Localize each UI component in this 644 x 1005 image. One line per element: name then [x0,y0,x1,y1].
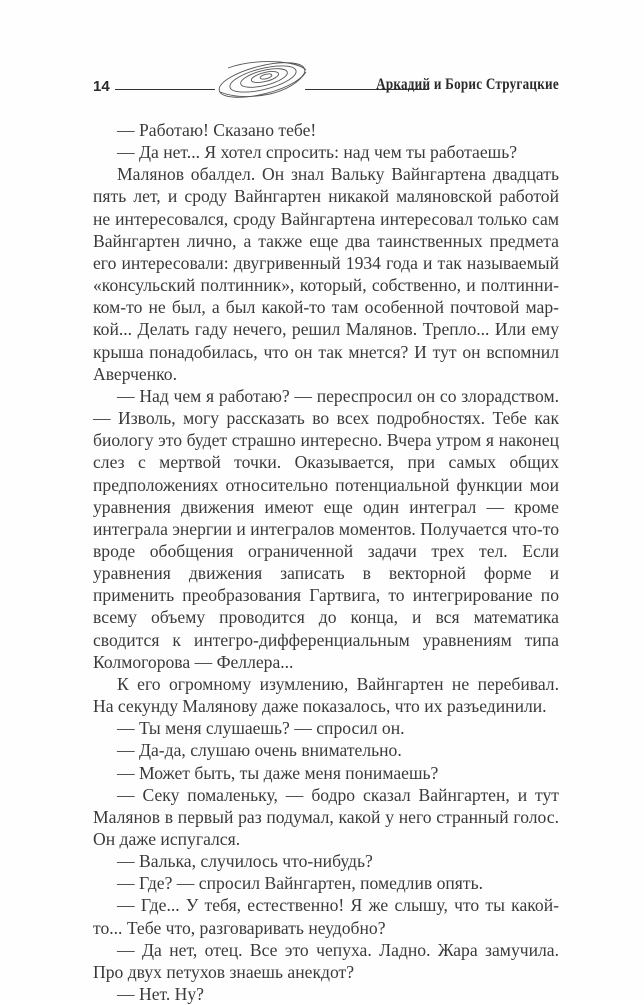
running-header [93,72,559,102]
author-name: Аркадий и Борис Стругацкие [376,76,559,93]
paragraph: К его огромному изумлению, Вайнгартен не перебивал. На секунду Малянову даже показалось, что их разъединили. [93,673,559,717]
header-rule-left [115,89,215,90]
body-text [93,119,559,1005]
paragraph: Малянов обалдел. Он знал Вальку Вайнгартена двадцать пять лет, и сроду Вайнгартен никакой маляновской работой не интересовался, сроду Вайнгартена интересовал только сам Вайнгартен лично, а также еще два таинственных предмета его интересовали: двугривенный 1934 года и так называемый «консульский полтинник», который, собственно, и полтинником-то не был, а был какой-то там особенной почтовой маркой... Делать гаду нечего, решил Малянов. Трепло... Или ему крыша понадобилась, что он так мнется? И тут он вспомнил Аверченко. [93,164,559,384]
paragraph: — Нет. Ну? [117,984,204,1005]
paragraph: — Валька, случилось что-нибудь? [117,851,373,872]
paragraph: — Может быть, ты даже меня понимаешь? [117,762,439,783]
paragraph: — Где? — спросил Вайнгартен, помедлив опять. [117,873,483,894]
paragraph: — Ты меня слушаешь? — спросил он. [117,718,405,739]
page-number: 14 [93,78,110,95]
paragraph: — Где... У тебя, естественно! Я же слышу, что ты какой-то... Тебе что, разговаривать неудобно? [93,895,559,938]
paragraph: — Да нет... Я хотел спросить: над чем ты работаешь? [117,142,518,163]
spiral-galaxy-icon [210,58,310,104]
paragraph: — Да нет, отец. Все это чепуха. Ладно. Жара замучила. Про двух петухов знаешь анекдот? [93,939,559,982]
paragraph: — Секу помаленьку, — бодро сказал Вайнгартен, и тут Малянов в первый раз подумал, какой у него странный голос. Он даже испугался. [93,784,559,849]
paragraph: — Работаю! Сказано тебе! [117,120,317,140]
paragraph: — Да-да, слушаю очень внимательно. [117,740,402,761]
paragraph: — Над чем я работаю? — переспросил он со злорадством. — Изволь, могу рассказать во всех подробностях. Тебе как биологу это будет страшно интересно. Вчера утром я наконец слез с мертвой точки. Оказывается, при самых общих предположениях относительно потенциальной функции мои уравнения движения имеют еще один интеграл — кроме интеграла энергии и интегралов моментов. Получается что-то вроде обобщения ограниченной задачи трех тел. Если уравнения движения записать в векторной форме и применить преобразования Гартвига, то интегрирование по всему объему проводится до конца, и вся математика сводится к интегро-дифференциальным уравнениям типа Колмогорова — Феллера... [93,385,559,672]
